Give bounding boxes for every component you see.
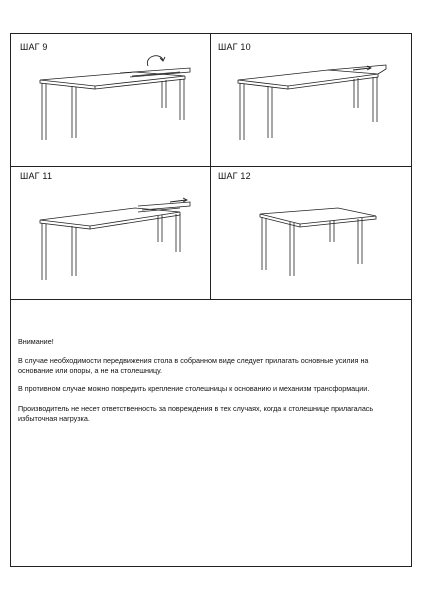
- slide-arrow-icon: [170, 198, 187, 202]
- step-10-table-illustration: [218, 50, 403, 160]
- rotate-arrow-icon: [147, 56, 165, 66]
- step-12-label: ШАГ 12: [218, 171, 251, 181]
- notice-divider: [10, 299, 412, 300]
- step-10-label: ШАГ 10: [218, 42, 251, 52]
- step-9-table-illustration: [20, 50, 205, 160]
- row-divider: [10, 166, 412, 167]
- step-11-table-illustration: [20, 180, 205, 290]
- step-12-table-illustration: [218, 180, 403, 290]
- notice-title: Внимание!: [18, 337, 54, 346]
- notice-paragraph-1: В случае необходимости передвижения стола в собранном виде следует прилагать основные усилия на основание или опоры, а не на столешницу.: [18, 356, 369, 375]
- step-11-label: ШАГ 11: [20, 171, 53, 181]
- notice-paragraph-3: Производитель не несет ответственность за повреждения в тех случаях, когда к столешнице прилагалась избыточная нагрузка.: [18, 404, 374, 423]
- notice-paragraph-2: В противном случае можно повредить крепление столешницы к основанию и механизм трансформации.: [18, 384, 370, 393]
- step-9-label: ШАГ 9: [20, 42, 48, 52]
